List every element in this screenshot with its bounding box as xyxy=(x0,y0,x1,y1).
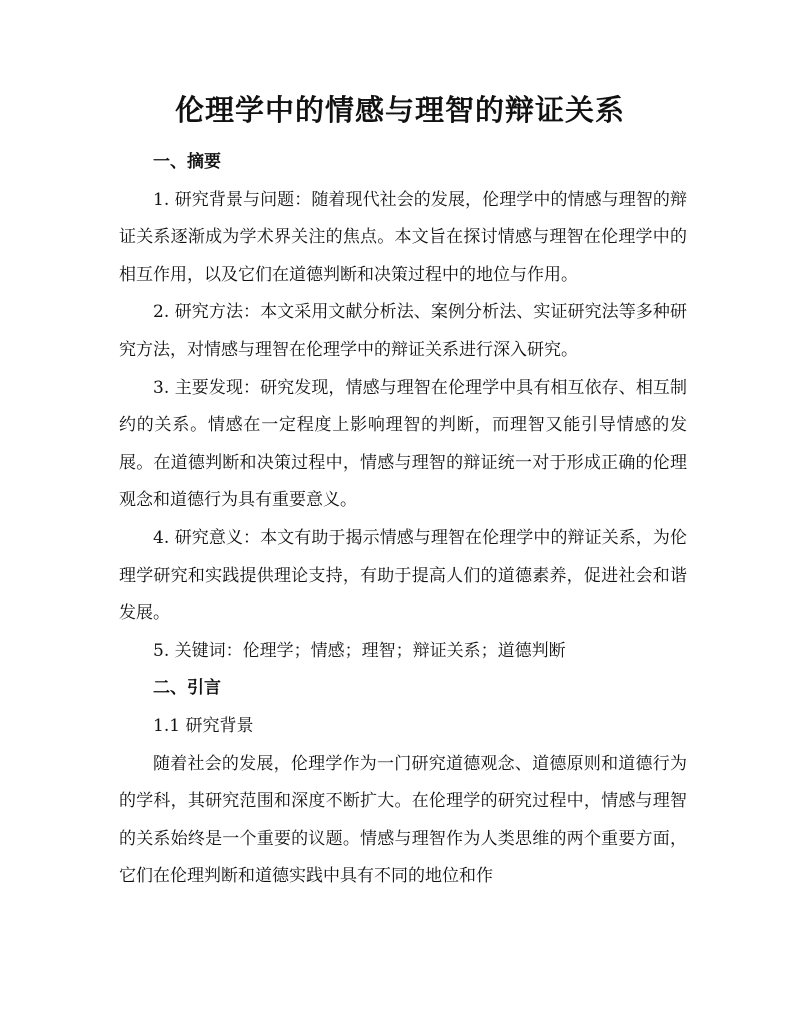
document-body xyxy=(119,144,687,896)
abstract-item-4: 4. 研究意义：本文有助于揭示情感与理智在伦理学中的辩证关系，为伦理学研究和实践提供理论支持，有助于提高人们的道德素养，促进社会和谐发展。 xyxy=(119,527,687,624)
abstract-item-3: 3. 主要发现：研究发现，情感与理智在伦理学中具有相互依存、相互制约的关系。情感在一定程度上影响理智的判断，而理智又能引导情感的发展。在道德判断和决策过程中，情感与理智的辩证统一对于形成正确的伦理观念和道德行为具有重要意义。 xyxy=(119,377,687,511)
document-title: 伦理学中的情感与理智的辩证关系 xyxy=(174,93,625,127)
abstract-item-1: 1. 研究背景与问题：随着现代社会的发展，伦理学中的情感与理智的辩证关系逐渐成为学术界关注的焦点。本文旨在探讨情感与理智在伦理学中的相互作用，以及它们在道德判断和决策过程中的地位与作用。 xyxy=(119,189,687,285)
intro-paragraph: 随着社会的发展，伦理学作为一门研究道德观念、道德原则和道德行为的学科，其研究范围和深度不断扩大。在伦理学的研究过程中，情感与理智的关系始终是一个重要的议题。情感与理智作为人类思维的两个重要方面，它们在伦理判断和道德实践中具有不同的地位和作 xyxy=(119,753,687,887)
abstract-heading: 一、摘要 xyxy=(153,152,221,172)
intro-subheading: 1.1 研究背景 xyxy=(153,715,254,736)
abstract-keywords: 5. 关键词：伦理学；情感；理智；辩证关系；道德判断 xyxy=(153,640,566,661)
abstract-item-2: 2. 研究方法：本文采用文献分析法、案例分析法、实证研究法等多种研究方法，对情感与理智在伦理学中的辩证关系进行深入研究。 xyxy=(119,302,687,360)
intro-heading: 二、引言 xyxy=(153,678,221,699)
